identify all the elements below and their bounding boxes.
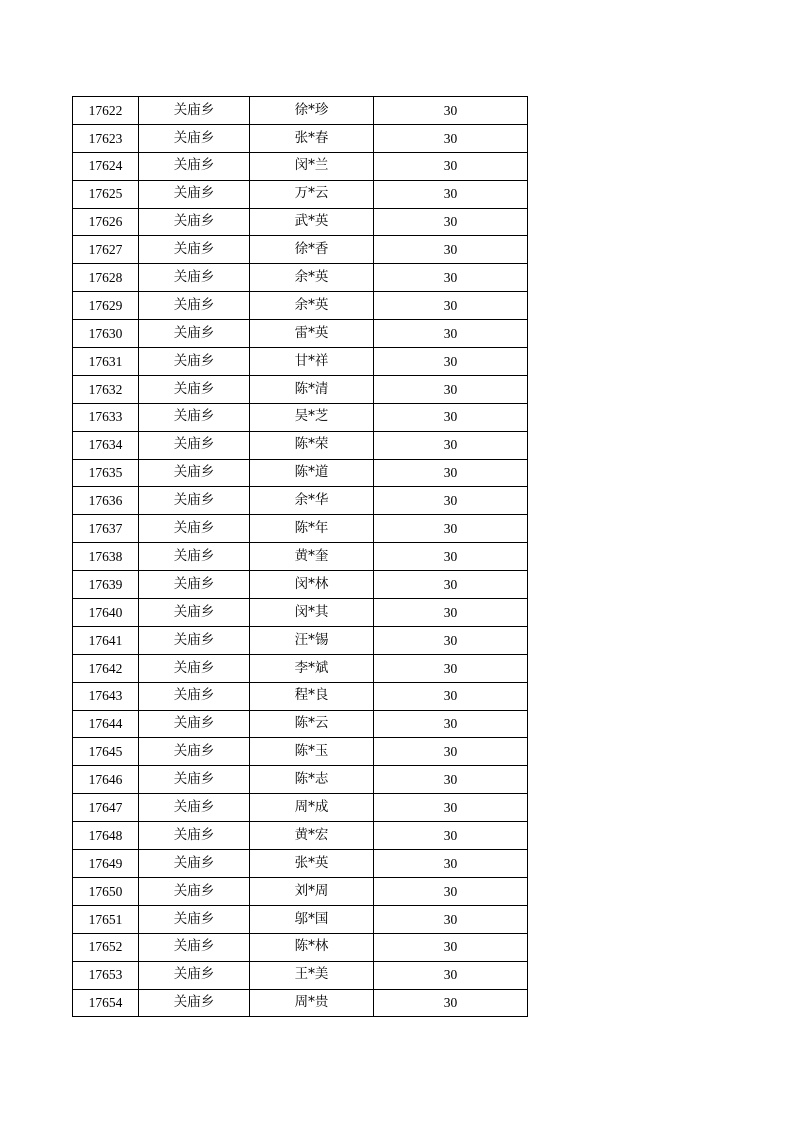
record-number-cell: 17627 xyxy=(73,236,139,264)
amount-cell: 30 xyxy=(374,794,528,822)
amount-cell: 30 xyxy=(374,97,528,125)
person-name-cell: 余*英 xyxy=(250,292,374,320)
person-name-cell: 闵*兰 xyxy=(250,152,374,180)
township-cell: 关庙乡 xyxy=(139,320,250,348)
table-row xyxy=(73,933,528,961)
person-name-cell: 刘*周 xyxy=(250,877,374,905)
township-cell: 关庙乡 xyxy=(139,487,250,515)
township-cell: 关庙乡 xyxy=(139,822,250,850)
person-name-cell: 余*华 xyxy=(250,487,374,515)
table-row xyxy=(73,989,528,1017)
amount-cell: 30 xyxy=(374,654,528,682)
amount-cell: 30 xyxy=(374,905,528,933)
township-cell: 关庙乡 xyxy=(139,738,250,766)
record-number-cell: 17632 xyxy=(73,375,139,403)
record-number-cell: 17625 xyxy=(73,180,139,208)
person-name-cell: 徐*珍 xyxy=(250,97,374,125)
record-number-cell: 17644 xyxy=(73,710,139,738)
person-name-cell: 黄*奎 xyxy=(250,543,374,571)
table-row xyxy=(73,905,528,933)
record-number-cell: 17634 xyxy=(73,431,139,459)
township-cell: 关庙乡 xyxy=(139,989,250,1017)
table-row xyxy=(73,152,528,180)
person-name-cell: 汪*锡 xyxy=(250,626,374,654)
table-row xyxy=(73,850,528,878)
record-number-cell: 17652 xyxy=(73,933,139,961)
township-cell: 关庙乡 xyxy=(139,403,250,431)
amount-cell: 30 xyxy=(374,626,528,654)
township-cell: 关庙乡 xyxy=(139,515,250,543)
amount-cell: 30 xyxy=(374,961,528,989)
table-row xyxy=(73,459,528,487)
amount-cell: 30 xyxy=(374,124,528,152)
record-number-cell: 17628 xyxy=(73,264,139,292)
record-number-cell: 17651 xyxy=(73,905,139,933)
person-name-cell: 甘*祥 xyxy=(250,348,374,376)
amount-cell: 30 xyxy=(374,989,528,1017)
record-number-cell: 17626 xyxy=(73,208,139,236)
table-row xyxy=(73,431,528,459)
amount-cell: 30 xyxy=(374,599,528,627)
person-name-cell: 张*英 xyxy=(250,850,374,878)
amount-cell: 30 xyxy=(374,320,528,348)
record-number-cell: 17648 xyxy=(73,822,139,850)
person-name-cell: 闵*林 xyxy=(250,571,374,599)
table-row xyxy=(73,515,528,543)
amount-cell: 30 xyxy=(374,515,528,543)
record-number-cell: 17647 xyxy=(73,794,139,822)
record-number-cell: 17653 xyxy=(73,961,139,989)
record-number-cell: 17645 xyxy=(73,738,139,766)
township-cell: 关庙乡 xyxy=(139,905,250,933)
record-number-cell: 17635 xyxy=(73,459,139,487)
table-row xyxy=(73,599,528,627)
amount-cell: 30 xyxy=(374,766,528,794)
township-cell: 关庙乡 xyxy=(139,124,250,152)
person-name-cell: 吴*芝 xyxy=(250,403,374,431)
amount-cell: 30 xyxy=(374,710,528,738)
record-number-cell: 17637 xyxy=(73,515,139,543)
record-number-cell: 17640 xyxy=(73,599,139,627)
person-name-cell: 王*美 xyxy=(250,961,374,989)
record-number-cell: 17649 xyxy=(73,850,139,878)
person-name-cell: 陈*云 xyxy=(250,710,374,738)
amount-cell: 30 xyxy=(374,431,528,459)
person-name-cell: 陈*荣 xyxy=(250,431,374,459)
table-row xyxy=(73,264,528,292)
table-row xyxy=(73,961,528,989)
table-row xyxy=(73,208,528,236)
person-name-cell: 陈*年 xyxy=(250,515,374,543)
township-cell: 关庙乡 xyxy=(139,208,250,236)
township-cell: 关庙乡 xyxy=(139,375,250,403)
record-number-cell: 17639 xyxy=(73,571,139,599)
township-cell: 关庙乡 xyxy=(139,348,250,376)
township-cell: 关庙乡 xyxy=(139,626,250,654)
person-name-cell: 雷*英 xyxy=(250,320,374,348)
table-row xyxy=(73,124,528,152)
person-name-cell: 闵*其 xyxy=(250,599,374,627)
table-row xyxy=(73,766,528,794)
table-row xyxy=(73,738,528,766)
amount-cell: 30 xyxy=(374,933,528,961)
table-row xyxy=(73,292,528,320)
person-name-cell: 万*云 xyxy=(250,180,374,208)
township-cell: 关庙乡 xyxy=(139,180,250,208)
person-name-cell: 张*春 xyxy=(250,124,374,152)
person-name-cell: 余*英 xyxy=(250,264,374,292)
amount-cell: 30 xyxy=(374,822,528,850)
person-name-cell: 李*斌 xyxy=(250,654,374,682)
township-cell: 关庙乡 xyxy=(139,459,250,487)
amount-cell: 30 xyxy=(374,403,528,431)
table-row xyxy=(73,180,528,208)
person-name-cell: 程*良 xyxy=(250,682,374,710)
amount-cell: 30 xyxy=(374,375,528,403)
record-number-cell: 17636 xyxy=(73,487,139,515)
township-cell: 关庙乡 xyxy=(139,794,250,822)
township-cell: 关庙乡 xyxy=(139,850,250,878)
amount-cell: 30 xyxy=(374,152,528,180)
table-row xyxy=(73,236,528,264)
township-cell: 关庙乡 xyxy=(139,710,250,738)
table-row xyxy=(73,403,528,431)
person-name-cell: 陈*玉 xyxy=(250,738,374,766)
amount-cell: 30 xyxy=(374,348,528,376)
table-row xyxy=(73,348,528,376)
amount-cell: 30 xyxy=(374,459,528,487)
record-number-cell: 17622 xyxy=(73,97,139,125)
record-number-cell: 17629 xyxy=(73,292,139,320)
township-cell: 关庙乡 xyxy=(139,264,250,292)
amount-cell: 30 xyxy=(374,236,528,264)
table-row xyxy=(73,487,528,515)
record-number-cell: 17631 xyxy=(73,348,139,376)
amount-cell: 30 xyxy=(374,180,528,208)
person-name-cell: 徐*香 xyxy=(250,236,374,264)
table-row xyxy=(73,794,528,822)
table-row xyxy=(73,543,528,571)
record-number-cell: 17630 xyxy=(73,320,139,348)
township-cell: 关庙乡 xyxy=(139,877,250,905)
township-cell: 关庙乡 xyxy=(139,961,250,989)
person-name-cell: 黄*宏 xyxy=(250,822,374,850)
table-row xyxy=(73,682,528,710)
amount-cell: 30 xyxy=(374,208,528,236)
roster-table xyxy=(72,96,528,1017)
amount-cell: 30 xyxy=(374,738,528,766)
person-name-cell: 陈*志 xyxy=(250,766,374,794)
record-number-cell: 17624 xyxy=(73,152,139,180)
person-name-cell: 陈*清 xyxy=(250,375,374,403)
record-number-cell: 17623 xyxy=(73,124,139,152)
record-number-cell: 17643 xyxy=(73,682,139,710)
township-cell: 关庙乡 xyxy=(139,682,250,710)
table-row xyxy=(73,626,528,654)
table-row xyxy=(73,877,528,905)
table-row xyxy=(73,822,528,850)
township-cell: 关庙乡 xyxy=(139,236,250,264)
record-number-cell: 17646 xyxy=(73,766,139,794)
table-row xyxy=(73,375,528,403)
township-cell: 关庙乡 xyxy=(139,571,250,599)
amount-cell: 30 xyxy=(374,264,528,292)
amount-cell: 30 xyxy=(374,292,528,320)
table-row xyxy=(73,654,528,682)
amount-cell: 30 xyxy=(374,850,528,878)
record-number-cell: 17638 xyxy=(73,543,139,571)
person-name-cell: 陈*林 xyxy=(250,933,374,961)
township-cell: 关庙乡 xyxy=(139,766,250,794)
amount-cell: 30 xyxy=(374,682,528,710)
record-number-cell: 17642 xyxy=(73,654,139,682)
roster-table-body xyxy=(73,97,528,1017)
table-row xyxy=(73,320,528,348)
record-number-cell: 17654 xyxy=(73,989,139,1017)
township-cell: 关庙乡 xyxy=(139,292,250,320)
amount-cell: 30 xyxy=(374,543,528,571)
person-name-cell: 周*贵 xyxy=(250,989,374,1017)
record-number-cell: 17641 xyxy=(73,626,139,654)
person-name-cell: 武*英 xyxy=(250,208,374,236)
township-cell: 关庙乡 xyxy=(139,599,250,627)
person-name-cell: 邬*国 xyxy=(250,905,374,933)
record-number-cell: 17633 xyxy=(73,403,139,431)
amount-cell: 30 xyxy=(374,487,528,515)
township-cell: 关庙乡 xyxy=(139,97,250,125)
table-row xyxy=(73,97,528,125)
amount-cell: 30 xyxy=(374,571,528,599)
person-name-cell: 周*成 xyxy=(250,794,374,822)
township-cell: 关庙乡 xyxy=(139,431,250,459)
township-cell: 关庙乡 xyxy=(139,933,250,961)
township-cell: 关庙乡 xyxy=(139,152,250,180)
person-name-cell: 陈*道 xyxy=(250,459,374,487)
township-cell: 关庙乡 xyxy=(139,654,250,682)
amount-cell: 30 xyxy=(374,877,528,905)
township-cell: 关庙乡 xyxy=(139,543,250,571)
record-number-cell: 17650 xyxy=(73,877,139,905)
table-row xyxy=(73,710,528,738)
table-row xyxy=(73,571,528,599)
